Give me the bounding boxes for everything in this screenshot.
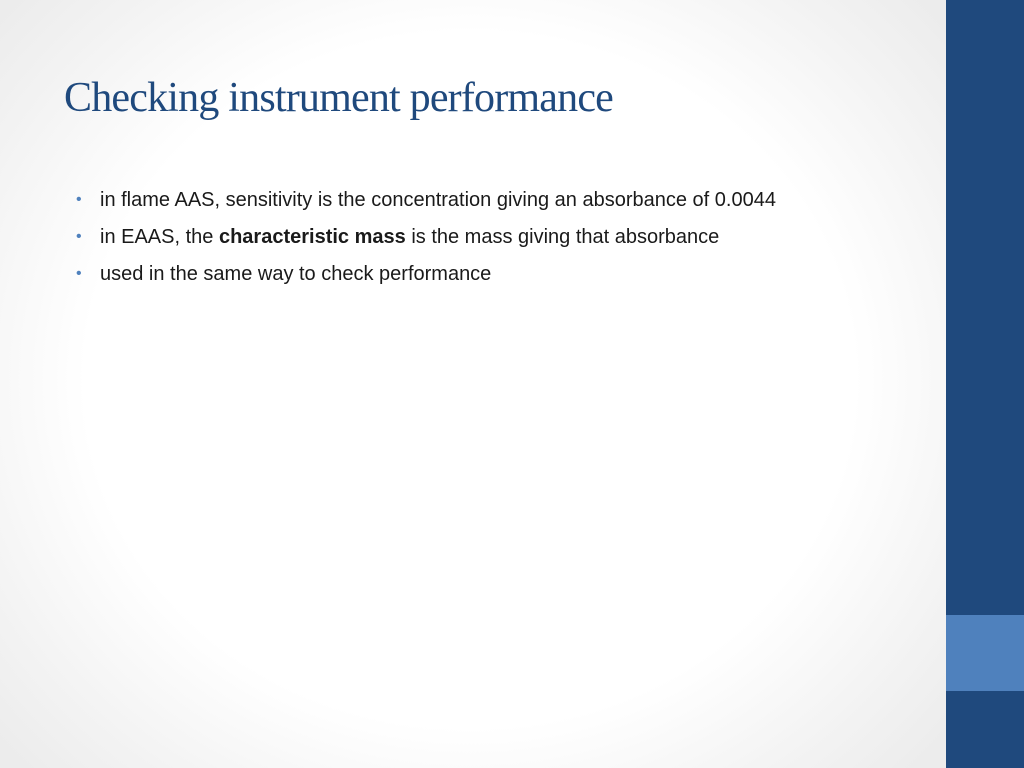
bullet-text: in EAAS, the — [100, 226, 219, 248]
bullet-text: in flame AAS, sensitivity is the concentration giving an absorbance of 0.0044 — [100, 189, 776, 211]
bullet-bold-term: characteristic mass — [218, 226, 406, 248]
bullet-item — [76, 223, 776, 251]
bullet-item — [76, 186, 776, 214]
bullet-dot-icon: • — [76, 228, 82, 245]
bullet-item — [76, 260, 776, 288]
decorative-sidebar-accent — [946, 615, 1024, 691]
bullet-list — [76, 186, 776, 297]
bullet-dot-icon: • — [76, 191, 82, 208]
bullet-dot-icon: • — [76, 265, 82, 282]
bullet-text-continued: is the mass giving that absorbance — [405, 226, 720, 248]
bullet-text: used in the same way to check performance — [100, 263, 492, 285]
slide-title: Checking instrument performance — [64, 75, 614, 121]
